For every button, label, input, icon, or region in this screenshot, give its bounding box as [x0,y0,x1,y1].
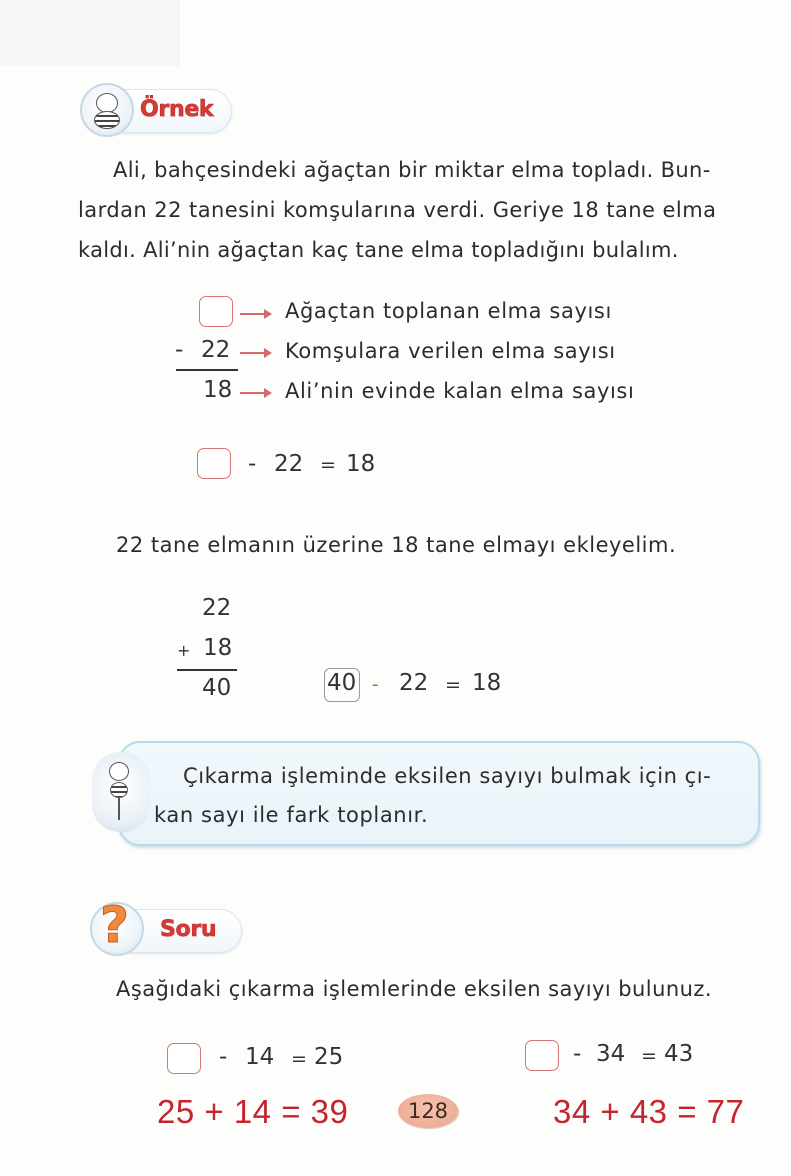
scan-shadow [0,0,180,66]
addend-2: 18 [203,635,233,661]
exercise-1-handwritten-answer: 25 + 14 = 39 [157,1093,349,1130]
question-instruction: Aşağıdaki çıkarma işlemlerinde eksilen sayıyı bulunuz. [116,977,712,1001]
minus-sign: - [219,1044,228,1070]
exercise-2-handwritten-answer: 34 + 43 = 77 [553,1093,745,1130]
addition-intro-text: 22 tane elmanın üzerine 18 tane elmayı ekleyelim. [116,533,677,557]
equals-sign: = [291,1048,307,1070]
problem-line-3: kaldı. Ali’nin ağaçtan kaç tane elma topladığını bulalım. [78,238,679,262]
label-remaining: Ali’nin evinde kalan elma sayısı [285,379,635,403]
label-collected: Ağaçtan toplanan elma sayısı [285,299,612,323]
sum-line [177,669,237,671]
subtrahend-value: 34 [596,1041,626,1067]
arrow-right-icon [240,392,270,394]
result-value: 18 [472,670,502,696]
equals-sign: = [320,454,336,476]
arrow-right-icon [240,313,270,315]
sum-value: 40 [202,675,232,701]
minus-sign: - [372,674,379,695]
page-number-badge: 128 [398,1094,458,1128]
minus-sign: - [248,451,257,477]
question-header-label: Soru [160,917,217,942]
subtrahend-value: 22 [201,337,231,363]
subtrahend-value: 22 [274,451,304,477]
example-header-label: Örnek [140,97,214,122]
difference-value: 18 [203,377,233,403]
minuend-value: 40 [327,670,357,696]
plus-sign: + [177,641,191,660]
bee-mascot-icon [92,752,150,832]
bee-mascot-icon [80,83,134,137]
info-line-1: Çıkarma işleminde eksilen sayıyı bulmak için çı- [183,764,712,788]
result-value: 43 [664,1041,694,1067]
arrow-right-icon [240,352,270,354]
minus-sign: - [573,1041,582,1067]
result-value: 18 [346,451,376,477]
label-given: Komşulara verilen elma sayısı [285,339,616,363]
exercise-1-answer-box[interactable] [167,1043,201,1074]
info-line-2: kan sayı ile fark toplanır. [154,803,429,827]
problem-line-2: lardan 22 tanesini komşularına verdi. Geriye 18 tane elma [78,198,717,222]
equals-sign: = [445,674,461,696]
equation-answer-box[interactable] [197,448,231,479]
minus-sign: - [175,337,184,363]
addend-1: 22 [202,595,232,621]
subtrahend-value: 22 [399,670,429,696]
equals-sign: = [641,1045,657,1067]
subtrahend-value: 14 [245,1044,275,1070]
result-value: 25 [314,1044,344,1070]
question-mark-mascot-icon: ? [90,902,144,956]
exercise-2-answer-box[interactable] [525,1040,559,1071]
sum-line [176,369,238,371]
minuend-answer-box[interactable] [199,296,233,327]
problem-line-1: Ali, bahçesindeki ağaçtan bir miktar elma topladı. Bun- [113,158,711,182]
